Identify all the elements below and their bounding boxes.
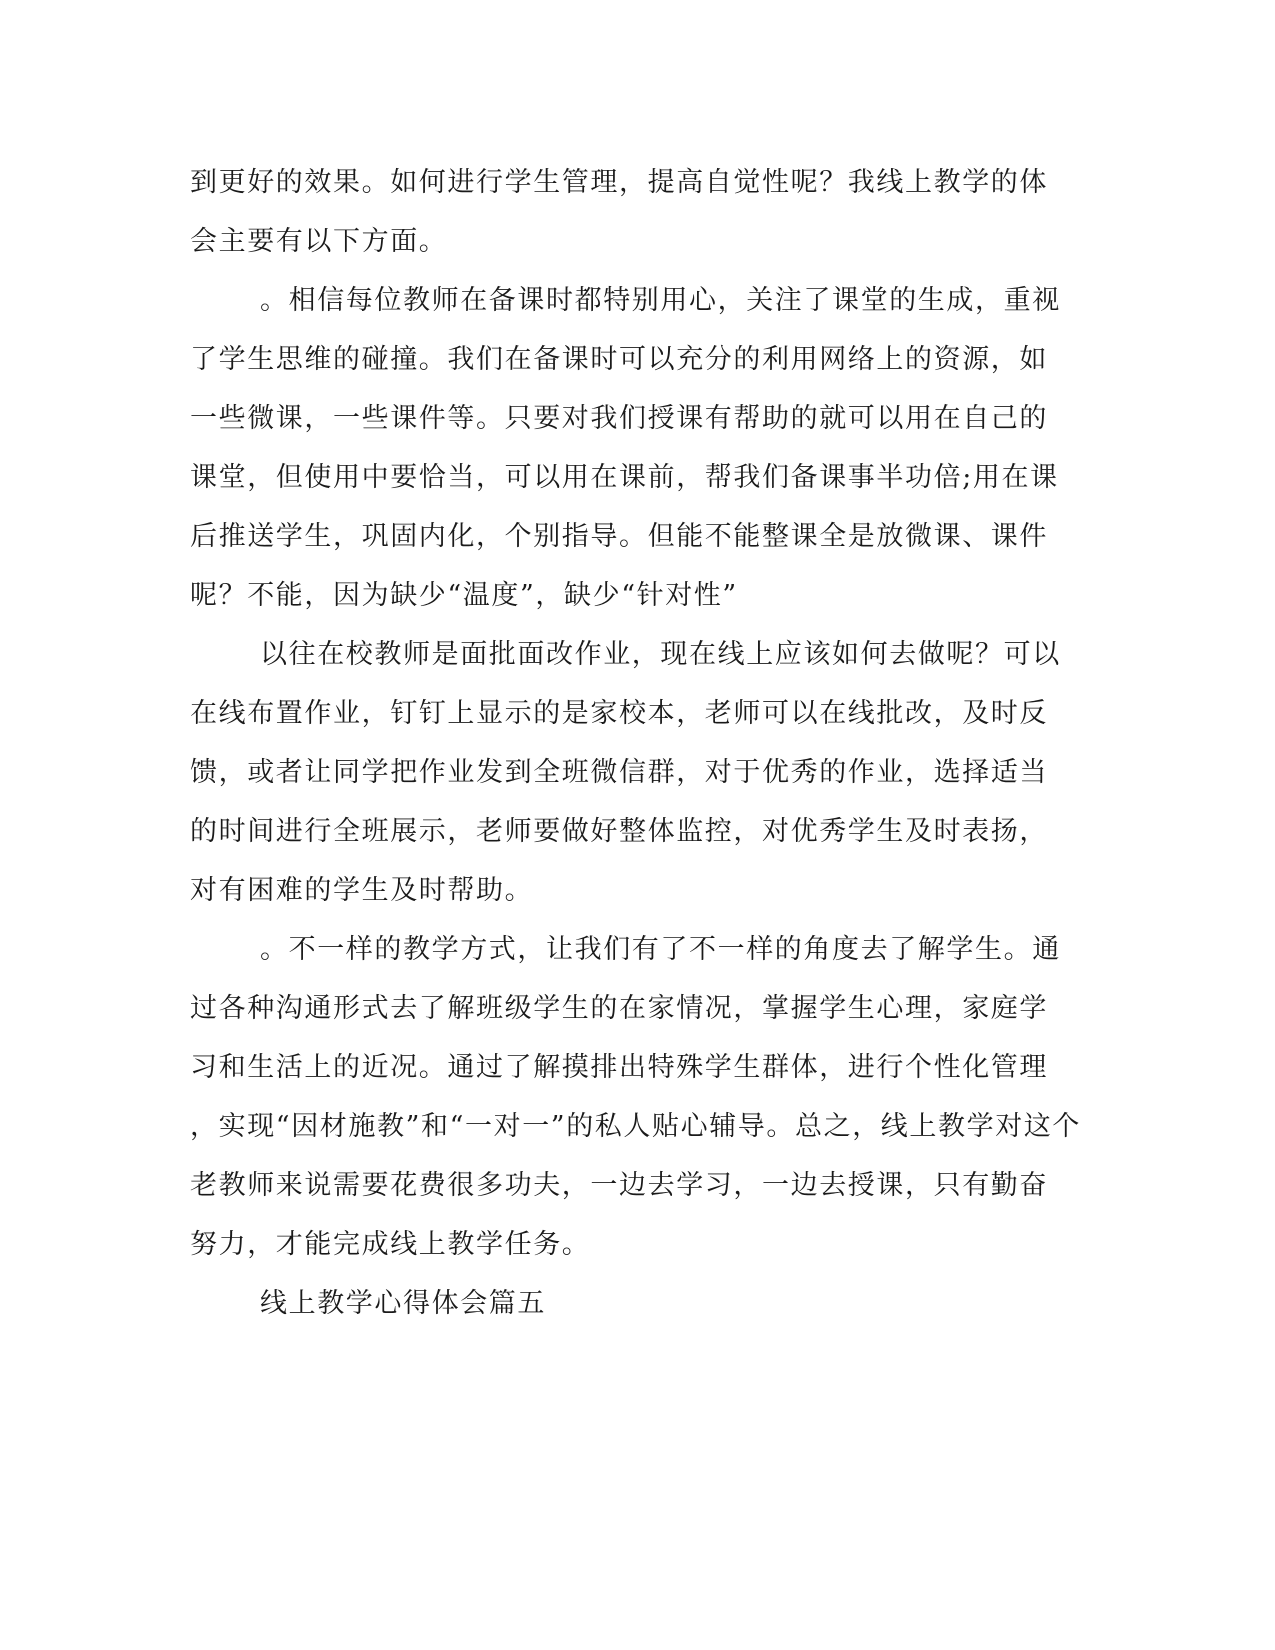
text-line: 以往在校教师是面批面改作业，现在线上应该如何去做呢？可以 xyxy=(260,639,1061,670)
text-line: 后推送学生，巩固内化，个别指导。但能不能整课全是放微课、课件 xyxy=(190,521,1048,552)
text-line: 。相信每位教师在备课时都特别用心，关注了课堂的生成，重视 xyxy=(260,285,1061,316)
section-heading: 线上教学心得体会篇五 xyxy=(260,1288,546,1319)
text-line: ，实现“因材施教”和“一对一”的私人贴心辅导。总之，线上教学对这个 xyxy=(190,1111,1082,1142)
text-line: 老教师来说需要花费很多功夫，一边去学习，一边去授课，只有勤奋 xyxy=(190,1170,1048,1201)
text-line: 。不一样的教学方式，让我们有了不一样的角度去了解学生。通 xyxy=(260,934,1061,965)
text-line: 了学生思维的碰撞。我们在备课时可以充分的利用网络上的资源，如 xyxy=(190,344,1048,375)
text-line: 努力，才能完成线上教学任务。 xyxy=(190,1229,591,1260)
text-line: 会主要有以下方面。 xyxy=(190,226,448,257)
text-line: 过各种沟通形式去了解班级学生的在家情况，掌握学生心理，家庭学 xyxy=(190,993,1048,1024)
text-line: 课堂，但使用中要恰当，可以用在课前，帮我们备课事半功倍;用在课 xyxy=(190,462,1059,493)
text-line: 一些微课，一些课件等。只要对我们授课有帮助的就可以用在自己的 xyxy=(190,403,1048,434)
text-line: 对有困难的学生及时帮助。 xyxy=(190,875,534,906)
text-line: 在线布置作业，钉钉上显示的是家校本，老师可以在线批改，及时反 xyxy=(190,698,1048,729)
text-line: 习和生活上的近况。通过了解摸排出特殊学生群体，进行个性化管理 xyxy=(190,1052,1048,1083)
text-line: 呢？不能，因为缺少“温度”，缺少“针对性” xyxy=(190,580,738,611)
text-line: 的时间进行全班展示，老师要做好整体监控，对优秀学生及时表扬， xyxy=(190,816,1048,847)
text-line: 到更好的效果。如何进行学生管理，提高自觉性呢？我线上教学的体 xyxy=(190,167,1048,198)
text-line: 馈，或者让同学把作业发到全班微信群，对于优秀的作业，选择适当 xyxy=(190,757,1048,788)
